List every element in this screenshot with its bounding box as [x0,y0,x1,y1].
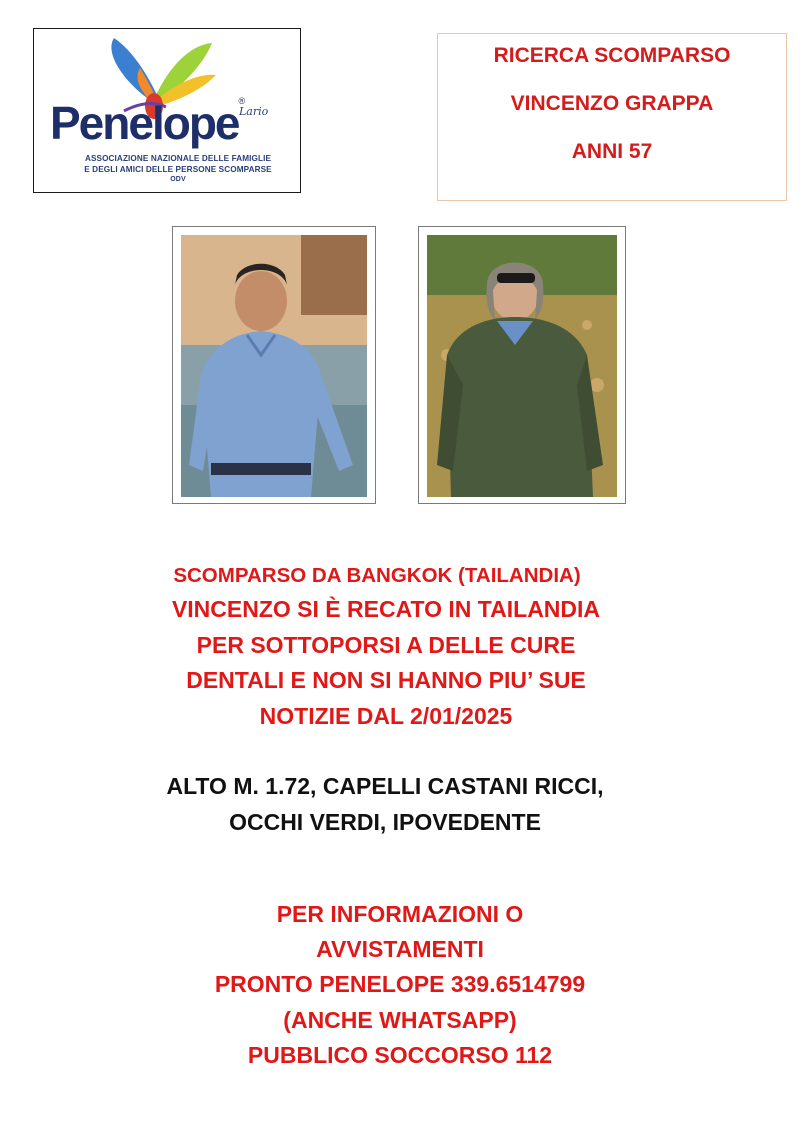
photo-1 [172,226,376,504]
photo-2 [418,226,626,504]
header-age: ANNI 57 [571,140,653,163]
person-photo-blue-shirt [181,235,367,497]
logo-region-label: Lario [239,105,269,118]
contacts-emergency: PUBBLICO SOCCORSO 112 [247,1042,553,1068]
logo-subtitle-line-2: E DEGLI AMICI DELLE PERSONE SCOMPARSE [84,164,272,174]
missing-person-header [437,33,787,201]
logo-wordmark [50,97,243,147]
description-line-3: PER SOTTOPORSI A DELLE CURE [196,632,576,658]
logo-subtitle [68,154,288,186]
logo-subtitle-line-1: ASSOCIAZIONE NAZIONALE DELLE FAMIGLIE [84,154,272,163]
contacts-line-2: AVVISTAMENTI [316,936,484,962]
logo-registered-mark: ® [238,96,244,106]
penelope-logo [33,28,301,193]
header-title: RICERCA SCOMPARSO [493,44,731,67]
description-line-1: SCOMPARSO DA BANGKOK (TAILANDIA) [173,564,581,587]
physical-line-2: OCCHI VERDI, IPOVEDENTE [229,809,541,835]
description-line-5: NOTIZIE DAL 2/01/2025 [259,703,513,729]
description-line-2: VINCENZO SI È RECATO IN TAILANDIA [171,596,601,622]
header-name: VINCENZO GRAPPA [510,92,714,115]
contacts-whatsapp: (ANCHE WHATSAPP) [283,1007,517,1033]
contacts-phone: PRONTO PENELOPE 339.6514799 [214,971,586,997]
description-line-4: DENTALI E NON SI HANNO PIU’ SUE [186,667,586,693]
contacts-line-1: PER INFORMAZIONI O [276,901,524,927]
logo-odv: ODV [170,176,186,183]
person-photo-green-jacket [427,235,617,497]
logo-wordmark-text: Penelope [50,97,239,149]
physical-line-1: ALTO M. 1.72, CAPELLI CASTANI RICCI, [166,773,604,799]
